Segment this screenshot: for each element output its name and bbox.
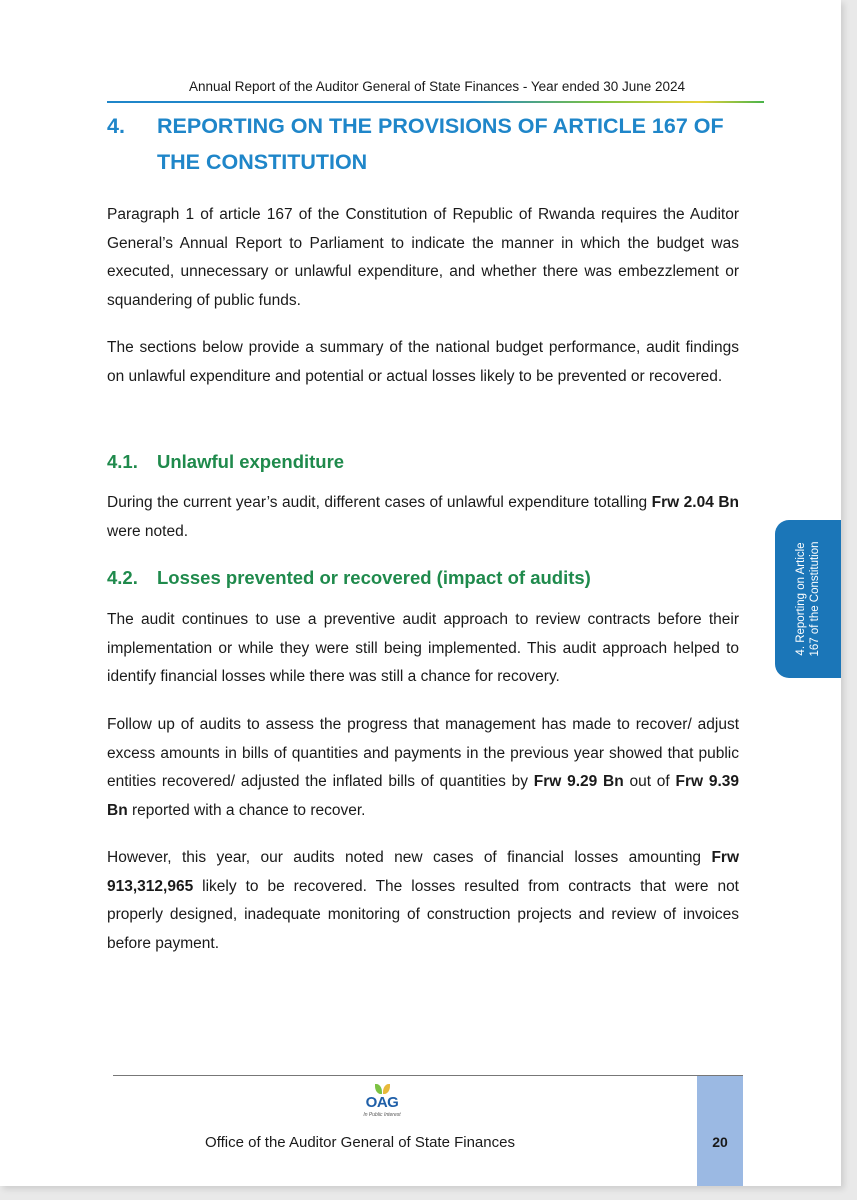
page-number-box	[697, 1076, 743, 1186]
text-run: were noted.	[107, 522, 188, 540]
text-run: Follow up of audits to assess the progress that management has made to recover/ adjust excess amounts in bills of quantities and payments in the previous year showed that public entities recovered/ adjusted the inflated bills of quantities by	[107, 716, 739, 790]
footer-office-name: Office of the Auditor General of State Finances	[205, 1134, 515, 1151]
side-tab-line2: 167 of the Constitution	[809, 541, 821, 657]
side-tab-line1: 4. Reporting on Article	[795, 542, 807, 656]
amount-reported: Frw 9.39 Bn	[107, 773, 739, 819]
page-number: 20	[712, 1134, 728, 1150]
header-rule	[107, 101, 764, 103]
intro-paragraph-2: The sections below provide a summary of the national budget performance, audit findings on unlawful expenditure and potential or actual losses likely to be prevented or recovered.	[107, 339, 739, 385]
section-title-line2: THE CONSTITUTION	[157, 150, 368, 174]
amount-unlawful: Frw 2.04 Bn	[651, 494, 739, 511]
losses-paragraph-2	[107, 711, 739, 825]
section-side-tab	[775, 520, 841, 678]
running-header: Annual Report of the Auditor General of State Finances - Year ended 30 June 2024	[188, 79, 686, 94]
section-number: 4.	[107, 114, 125, 138]
subsection-number: 4.2.	[107, 567, 138, 588]
intro-paragraph-1: Paragraph 1 of article 167 of the Constitution of Republic of Rwanda requires the Auditor General’s Annual Report to Parliament to indicate the manner in which the budget was executed, unnecessary or unlawful expenditure, and whether there was embezzlement or squandering of public funds.	[107, 206, 739, 309]
oag-logo	[356, 1082, 408, 1122]
footer-rule	[113, 1075, 743, 1076]
text-run: reported with a chance to recover.	[127, 801, 366, 819]
losses-paragraph-1: The audit continues to use a preventive audit approach to review contracts before their implementation or while they were still being implemented. This audit approach helped to identify financial losses while there was still a chance for recovery.	[107, 611, 739, 685]
subsection-number: 4.1.	[107, 451, 138, 472]
amount-recovered: Frw 9.29 Bn	[533, 773, 624, 790]
logo-leaf-icon	[383, 1084, 390, 1094]
side-tab-label	[794, 524, 822, 674]
subsection-heading-4-2	[107, 567, 747, 589]
amount-new-losses: Frw 913,312,965	[107, 849, 739, 895]
text-run: During the current year’s audit, different cases of unlawful expenditure totalling	[107, 494, 652, 511]
section-title-line1: REPORTING ON THE PROVISIONS OF ARTICLE 167 OF	[157, 114, 724, 138]
text-run: likely to be recovered. The losses resulted from contracts that were not properly designed, inadequate monitoring of construction projects and review of invoices before payment.	[107, 877, 739, 952]
logo-text: OAG	[365, 1094, 399, 1111]
subsection-title: Unlawful expenditure	[157, 451, 345, 472]
subsection-title: Losses prevented or recovered (impact of audits)	[157, 567, 591, 588]
section-title	[107, 108, 767, 180]
logo-tagline: In Public Interest	[363, 1112, 401, 1118]
text-run: However, this year, our audits noted new cases of financial losses amounting	[107, 849, 712, 866]
losses-paragraph-3	[107, 844, 739, 958]
logo-leaf-icon	[375, 1084, 382, 1094]
unlawful-expenditure-paragraph	[107, 489, 739, 546]
subsection-heading-4-1	[107, 451, 747, 473]
text-run: out of	[623, 773, 676, 790]
